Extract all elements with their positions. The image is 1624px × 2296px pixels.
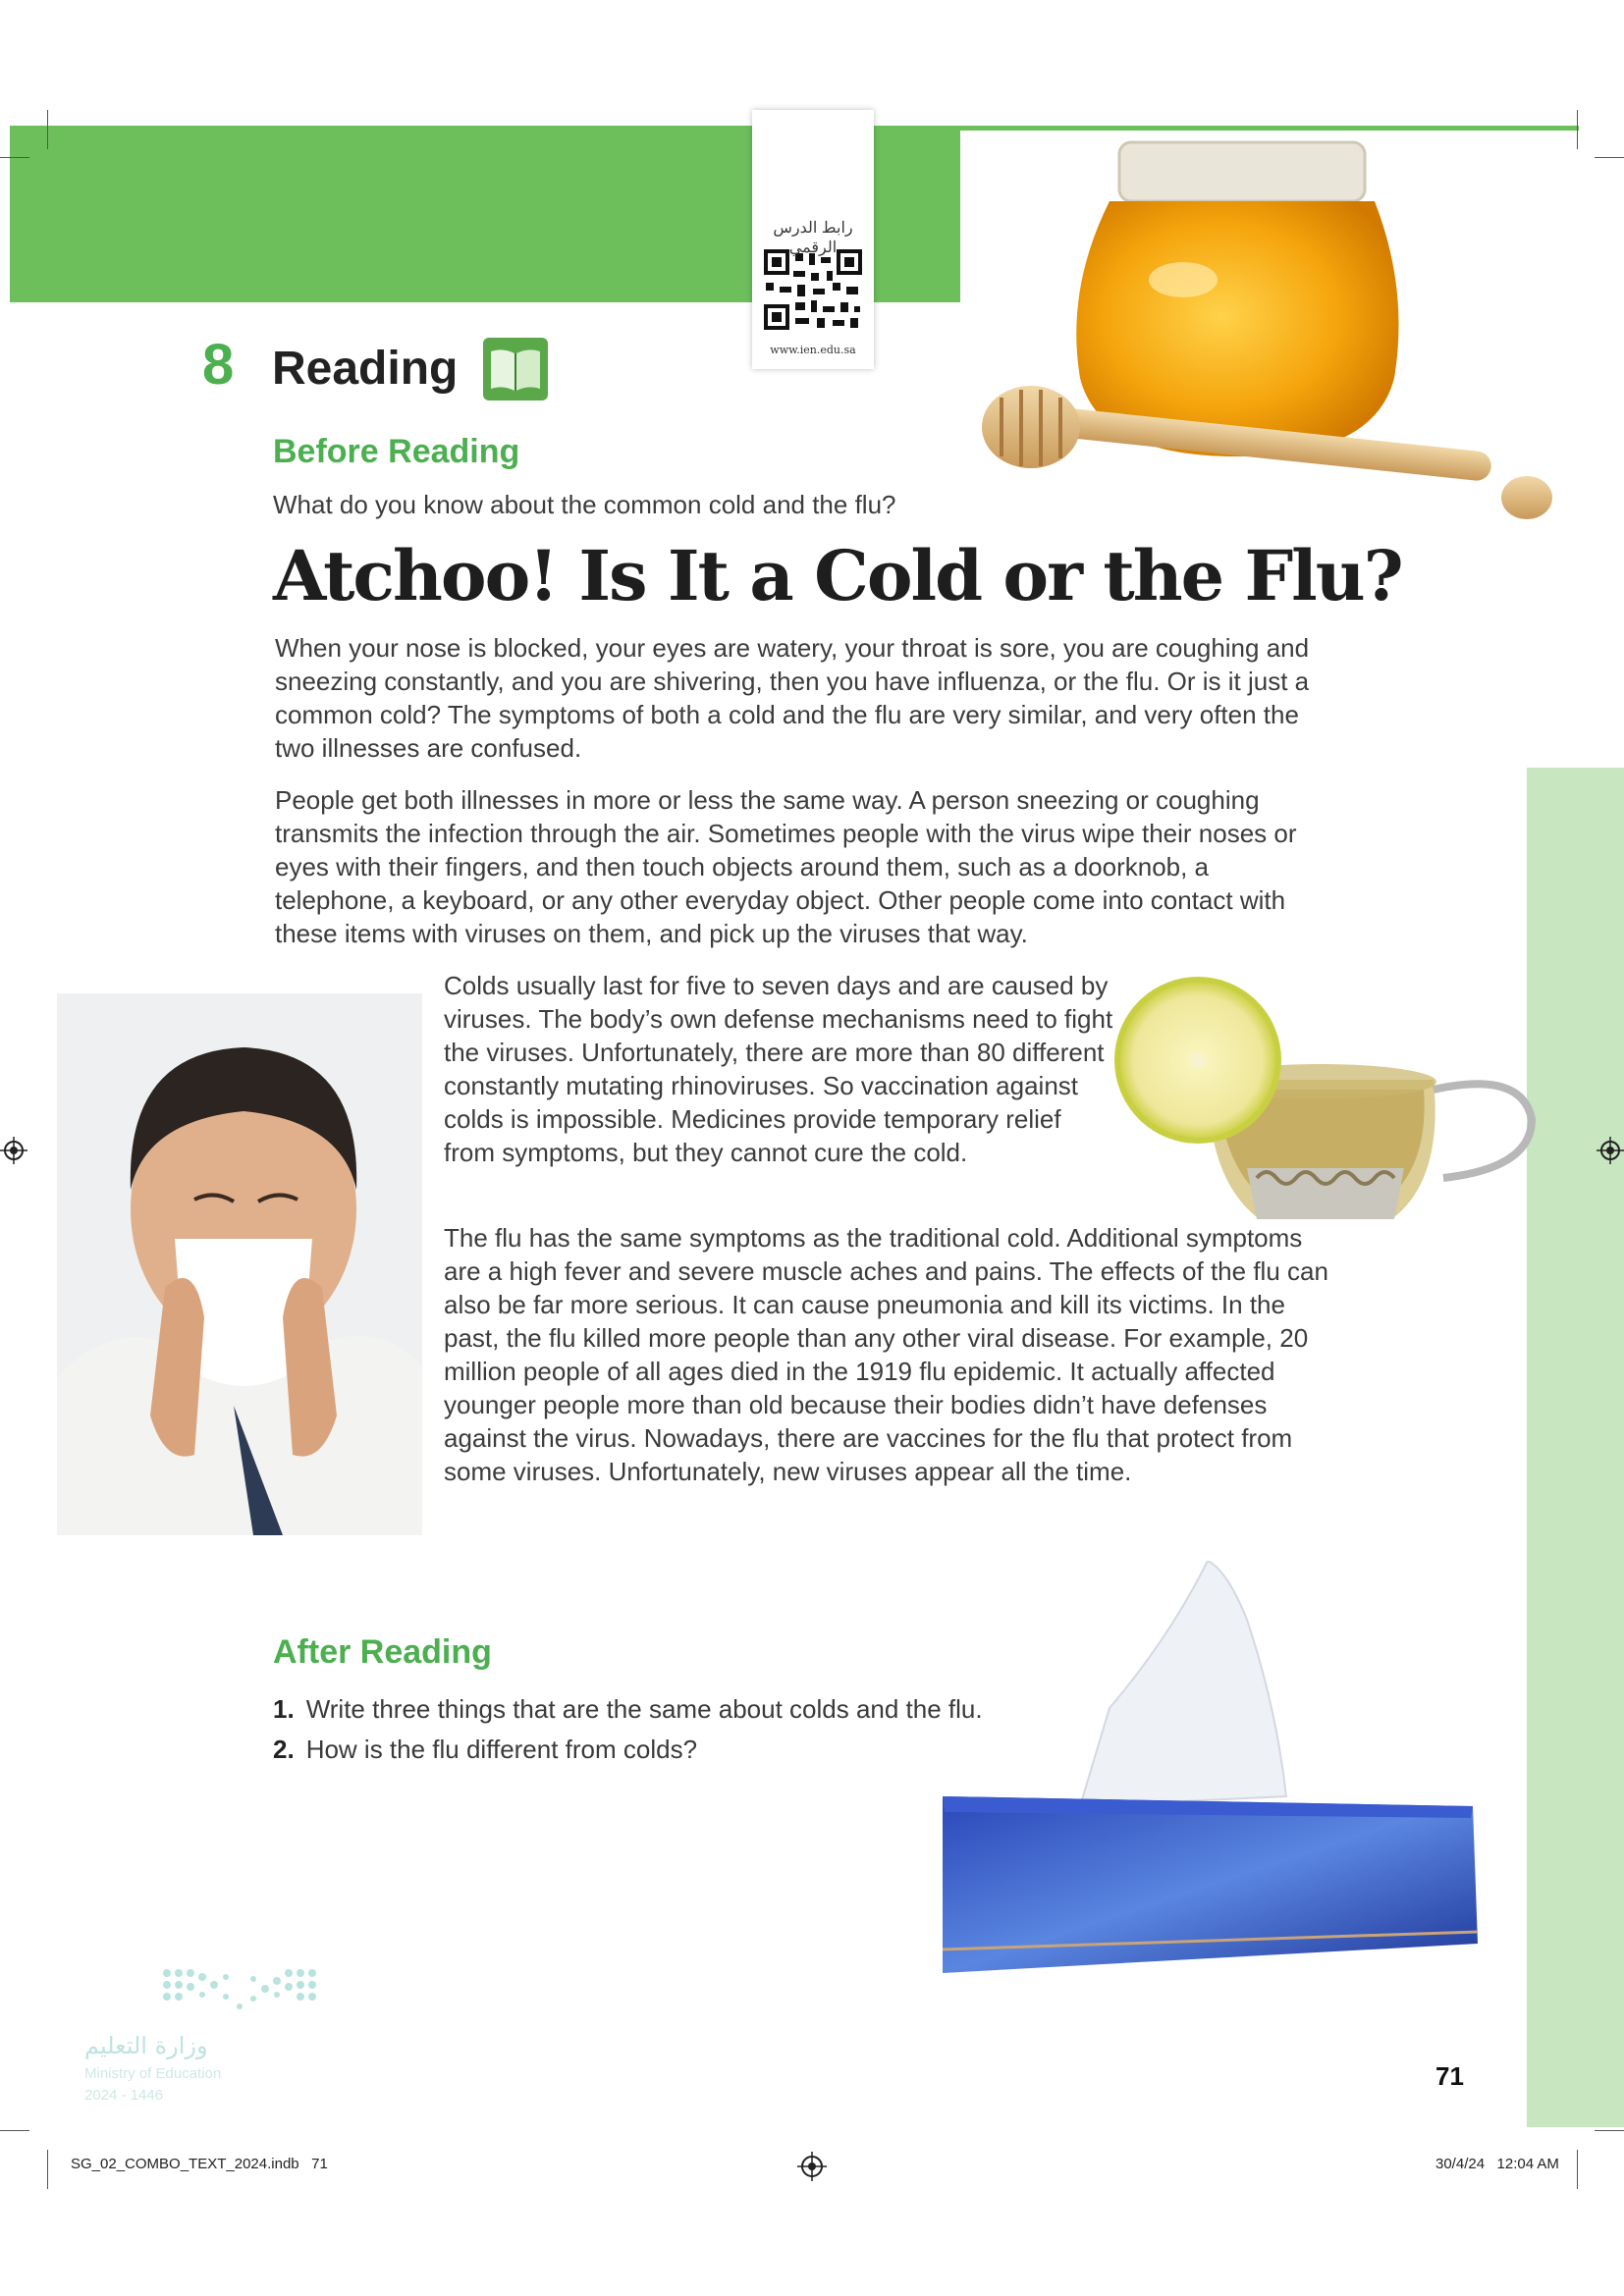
crop-mark — [0, 157, 29, 158]
qr-title: رابط الدرس الرقمي — [773, 220, 853, 256]
ministry-arabic-name: وزارة التعليم — [84, 2032, 208, 2059]
after-reading-heading: After Reading — [273, 1633, 492, 1671]
question-text: How is the flu different from colds? — [305, 1735, 698, 1764]
question-number: 1. — [273, 1694, 295, 1724]
tissue-box-image — [933, 1561, 1483, 1993]
question-text: Write three things that are the same about colds and the flu. — [305, 1694, 983, 1724]
page-number: 71 — [1435, 2061, 1464, 2091]
article-paragraph-1: When your nose is blocked, your eyes are watery, your throat is sore, you are coughing and sneezing constantly, and you are shivering, then you have influenza, or the flu. Or is it just a common cold? The symptoms of both a cold and the flu are very similar, and very often the two illnesses are confused. — [275, 633, 1310, 763]
ministry-year: 2024 - 1446 — [84, 2087, 164, 2104]
honey-jar-image — [972, 133, 1561, 535]
footer-timestamp: 30/4/24 12:04 AM — [1435, 2156, 1559, 2172]
unit-title: Reading — [272, 343, 459, 395]
registration-mark-icon — [0, 1137, 27, 1164]
qr-url[interactable]: www.ien.edu.sa — [770, 344, 856, 356]
ministry-english-name: Ministry of Education — [84, 2065, 222, 2082]
footer-file-info: SG_02_COMBO_TEXT_2024.indb 71 — [71, 2156, 328, 2172]
crop-mark — [1577, 110, 1578, 149]
header-green-rule — [960, 126, 1579, 131]
lemon-tea-image — [1110, 972, 1551, 1256]
crop-mark — [47, 110, 48, 149]
registration-mark-icon — [1597, 1137, 1624, 1164]
crop-mark — [1577, 2150, 1578, 2189]
unit-number: 8 — [202, 333, 235, 397]
article-paragraph-3: Colds usually last for five to seven days and are caused by viruses. The body’s own defense mechanisms need to fight the viruses. Unfortunately, there are more than 80 different constantly mutating rhinoviruses. So vaccination against colds is impossible. Medicines provide temporary relief from symptoms, but they cannot cure the cold. — [444, 971, 1113, 1167]
article-paragraph-4: The flu has the same symptoms as the traditional cold. Additional symptoms are a high fever and severe muscle aches and pains. The effects of the flu can also be far more serious. It can cause pneumonia and kill its victims. In the past, the flu killed more people than any other viral disease. For example, 20 million people of all ages died in the 1919 flu epidemic. It actually affected younger people more than old because their bodies didn’t have defenses against the virus. Nowadays, there are vaccines for the flu that protect from some viruses. Unfortunately, new viruses appear all the time. — [444, 1223, 1328, 1486]
sneezing-man-image — [57, 993, 422, 1535]
before-reading-heading: Before Reading — [273, 433, 520, 470]
ministry-logo-icon — [157, 1963, 324, 2018]
article-title: Atchoo! Is It a Cold or the Flu? — [273, 535, 1402, 616]
open-book-icon — [483, 338, 548, 400]
qr-code-card[interactable] — [752, 110, 874, 369]
crop-mark — [1595, 2130, 1624, 2131]
crop-mark — [0, 2130, 29, 2131]
before-reading-question: What do you know about the common cold and the flu? — [273, 490, 896, 519]
article-paragraph-2: People get both illnesses in more or less the same way. A person sneezing or coughing transmits the infection through the air. Sometimes people with the virus wipe their noses or eyes with their fingers, and then touch objects around them, such as a doorknob, a telephone, a keyboard, or any other everyday object. Other people come into contact with these items with viruses on them, and pick up the viruses that way. — [275, 785, 1297, 948]
crop-mark — [1595, 157, 1624, 158]
crop-mark — [47, 2150, 48, 2189]
registration-mark-icon — [797, 2152, 827, 2181]
question-number: 2. — [273, 1735, 295, 1764]
